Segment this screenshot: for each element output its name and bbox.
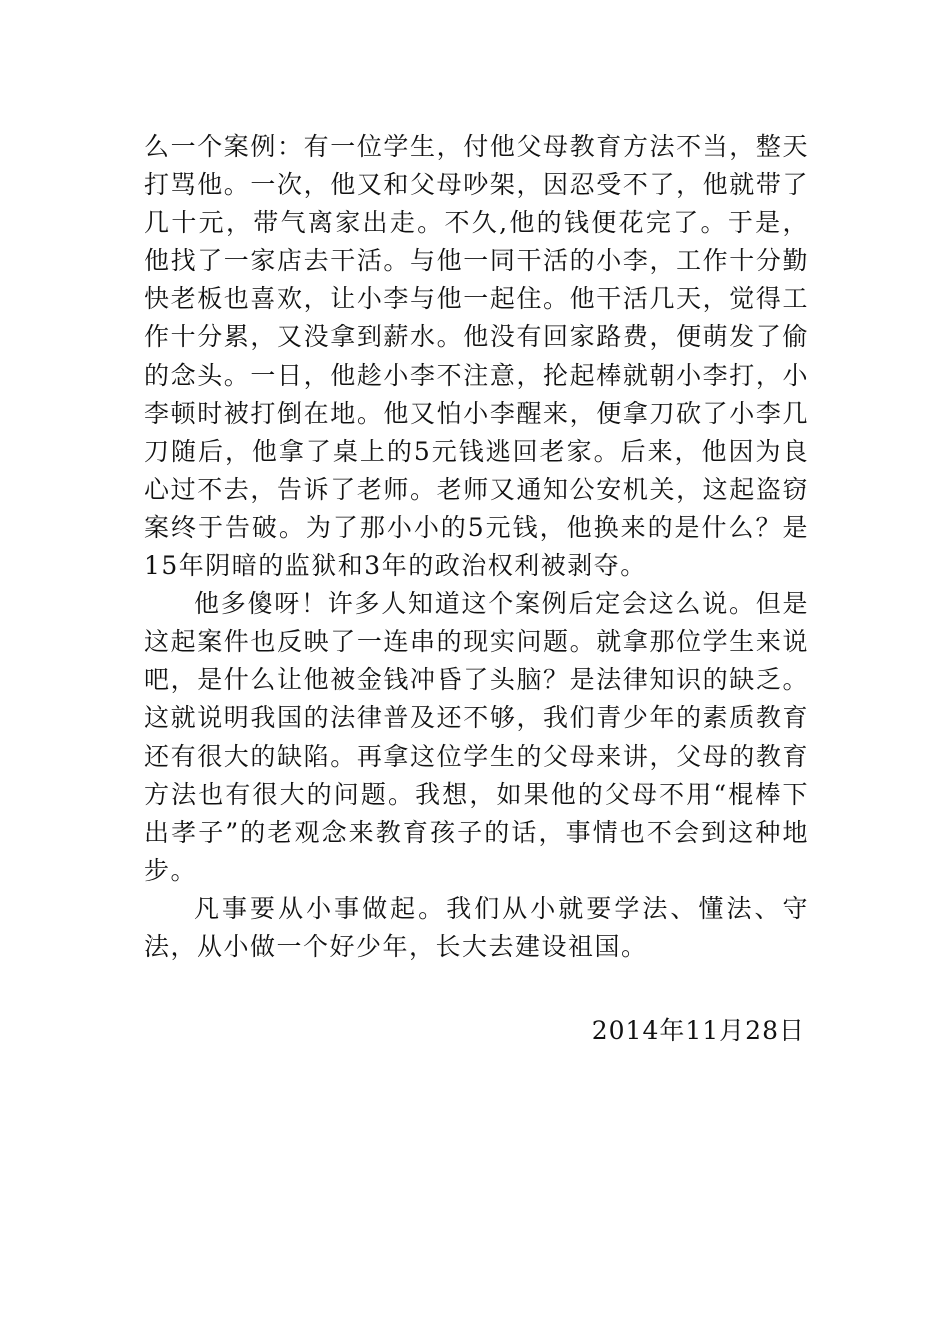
essay-body <box>144 128 809 966</box>
paragraph-case-story: 么一个案例：有一位学生，付他父母教育方法不当，整天打骂他。一次，他又和父母吵架，因忍受不了，他就带了几十元，带气离家出走。不久,他的钱便花完了。于是，他找了一家店去干活。与他一同干活的小李，工作十分勤快老板也喜欢，让小李与他一起住。他干活几天，觉得工作十分累，又没拿到薪水。他没有回家路费，便萌发了偷的念头。一日，他趁小李不注意，抡起棒就朝小李打，小李顿时被打倒在地。他又怕小李醒来，便拿刀砍了小李几刀随后，他拿了桌上的5元钱逃回老家。后来，他因为良心过不去，告诉了老师。老师又通知公安机关，这起盗窃案终于告破。为了那小小的5元钱，他换来的是什么？是15年阴暗的监狱和3年的政治权利被剥夺。 <box>144 132 809 581</box>
paragraph-reflection: 他多傻呀！许多人知道这个案例后定会这么说。但是这起案件也反映了一连串的现实问题。就拿那位学生来说吧，是什么让他被金钱冲昏了头脑？是法律知识的缺乏。这就说明我国的法律普及还不够，我们青少年的素质教育还有很大的缺陷。再拿这位学生的父母来讲，父母的教育方法也有很大的问题。我想，如果他的父母不用“棍棒下出孝子”的老观念来教育孩子的话，事情也不会到这种地步。 <box>144 589 809 885</box>
document-date: 2014年11月28日 <box>591 1016 805 1045</box>
paragraph-conclusion: 凡事要从小事做起。我们从小就要学法、懂法、守法，从小做一个好少年，长大去建设祖国。 <box>144 893 809 961</box>
